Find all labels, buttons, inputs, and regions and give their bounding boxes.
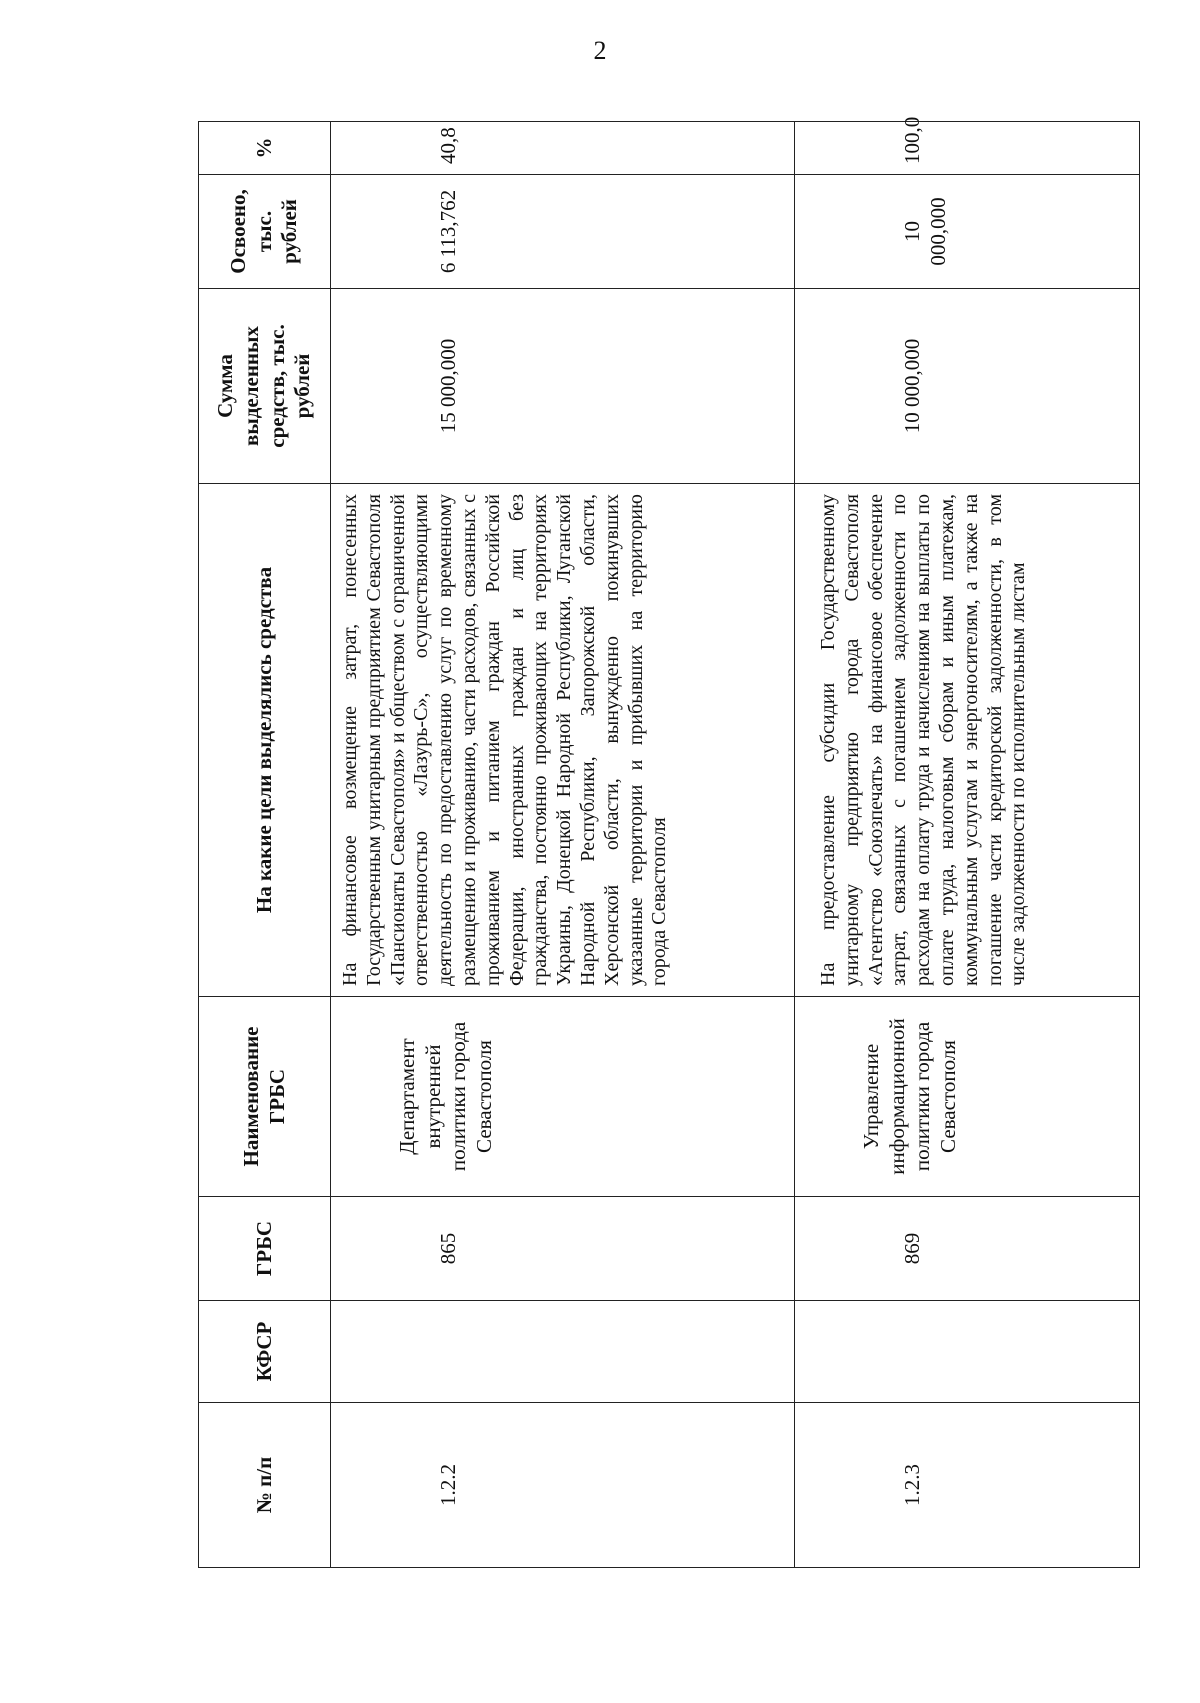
rotated-table-wrapper <box>198 116 1139 1568</box>
cell-percent: 100,0 <box>795 122 1140 175</box>
cell-grbs: 865 <box>331 1197 795 1301</box>
cell-grbs: 869 <box>795 1197 1140 1301</box>
header-allocated: Сумма выделенных средств, тыс. рублей <box>199 289 331 484</box>
header-spent: Освоено, тыс. рублей <box>199 175 331 289</box>
allocation-table <box>198 116 1140 1568</box>
header-grbs: ГРБС <box>199 1197 331 1301</box>
cell-purpose: На предоставление субсидии Государственному унитарному предприятию города Севастополя «Агентство «Союзпечать» на финансовое обеспечение затрат, связанных с погашением задолженности по расходам на оплату труда и начислениям на выплаты по оплате труда, налоговым сборам и иным платежам, коммунальным услугам и энергоносителям, а также на погашение части кредиторской задолженности, в том числе задолженности по исполнительным листам <box>795 484 1140 997</box>
cell-spent: 6 113,762 <box>331 175 795 289</box>
cell-spent: 10 000,000 <box>795 175 1140 289</box>
table-row <box>795 122 1140 1568</box>
cell-percent: 40,8 <box>331 122 795 175</box>
header-grbs-name: Наименование ГРБС <box>199 997 331 1197</box>
page-number: 2 <box>593 36 607 65</box>
header-kfsr: КФСР <box>199 1301 331 1403</box>
header-row <box>199 122 331 1568</box>
cell-num: 1.2.2 <box>331 1403 795 1568</box>
header-num: № п/п <box>199 1403 331 1568</box>
cell-num: 1.2.3 <box>795 1403 1140 1568</box>
header-purpose: На какие цели выделялись средства <box>199 484 331 997</box>
cell-allocated: 10 000,000 <box>795 289 1140 484</box>
cell-allocated: 15 000,000 <box>331 289 795 484</box>
cell-grbs-name: Департамент внутренней политики города Севастополя <box>331 997 795 1197</box>
table-row <box>331 122 795 1568</box>
header-percent: % <box>199 122 331 175</box>
cell-kfsr <box>331 1301 795 1403</box>
cell-grbs-name: Управление информационной политики города Севастополя <box>795 997 1140 1197</box>
cell-purpose: На финансовое возмещение затрат, понесенных Государственным унитарным предприятием Севастополя «Пансионаты Севастополя» и обществом с ограниченной ответственностью «Лазурь-С», осуществляющими деятельность по предоставлению услуг по временному размещению и проживанию, части расходов, связанных с проживанием и питанием граждан Российской Федерации, иностранных граждан и лиц без гражданства, постоянно проживающих на территориях Украины, Донецкой Народной Республики, Луганской Народной Республики, Запорожской области, Херсонской области, вынужденно покинувших указанные территории и прибывших на территорию города Севастополя <box>331 484 795 997</box>
cell-kfsr <box>795 1301 1140 1403</box>
